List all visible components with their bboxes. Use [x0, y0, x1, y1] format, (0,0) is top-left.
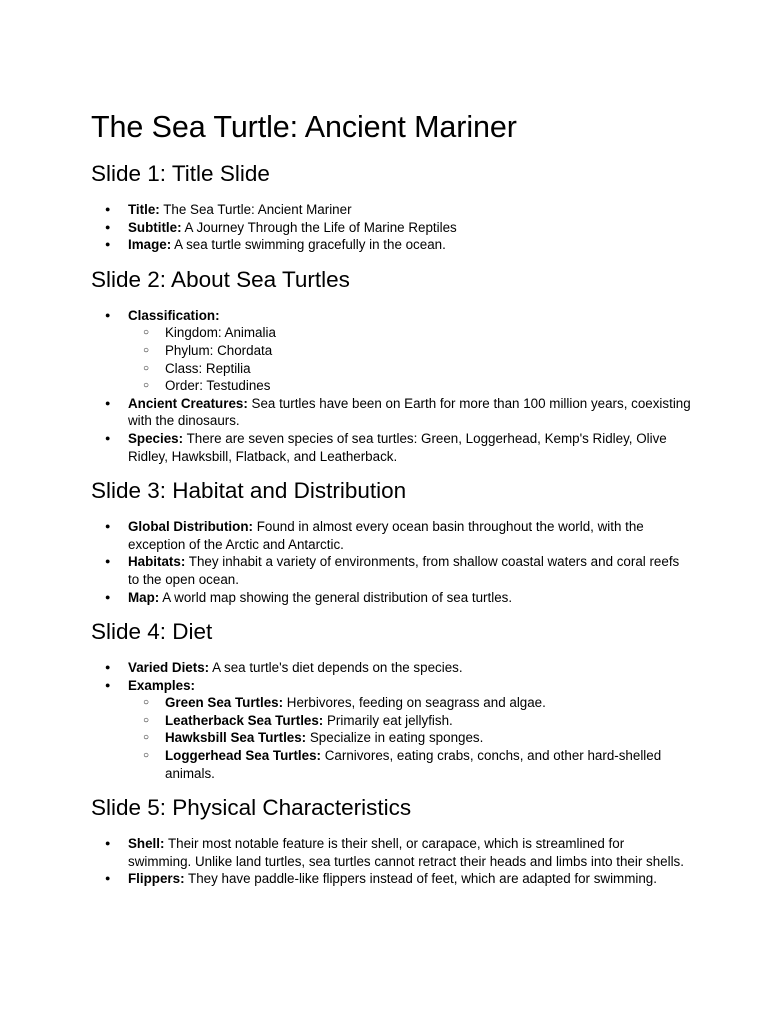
- bullet-list: [91, 307, 691, 465]
- item-label: Subtitle:: [128, 219, 182, 235]
- item-text: A sea turtle swimming gracefully in the ocean.: [171, 237, 446, 253]
- item-text: A world map showing the general distribution of sea turtles.: [159, 589, 513, 605]
- sub-bullet-item: [128, 342, 691, 360]
- item-label: Varied Diets:: [128, 660, 210, 676]
- bullet-list: [91, 518, 691, 606]
- item-text: Sea turtles have been on Earth for more than 100 million years, coexisting with the dinosaurs.: [128, 395, 691, 429]
- bullet-item: [91, 835, 691, 870]
- item-label: Leatherback Sea Turtles:: [165, 712, 324, 728]
- item-text: Specialize in eating sponges.: [306, 730, 484, 746]
- sub-bullet-list: [128, 694, 691, 782]
- item-label: Habitats:: [128, 554, 186, 570]
- sub-bullet-item: [128, 747, 691, 782]
- slide-heading: Slide 5: Physical Characteristics: [91, 795, 412, 821]
- slide-sections: [91, 160, 691, 888]
- slide-heading: Slide 4: Diet: [91, 619, 213, 645]
- slide-section-2: [91, 266, 691, 465]
- bullet-item: [91, 870, 691, 888]
- sub-bullet-item: [128, 324, 691, 342]
- item-text: Found in almost every ocean basin throughout the world, with the exception of the Arctic and Antarctic.: [128, 519, 644, 552]
- item-text: A sea turtle's diet depends on the species.: [209, 660, 463, 676]
- item-label: Title:: [128, 202, 160, 217]
- item-text: Carnivores, eating crabs, conchs, and other hard-shelled animals.: [165, 748, 662, 781]
- item-label: Hawksbill Sea Turtles:: [165, 730, 307, 746]
- sub-bullet-item: [128, 729, 691, 747]
- item-text: Class: Reptilia: [165, 360, 251, 376]
- item-label: Ancient Creatures:: [128, 395, 248, 411]
- item-text: Phylum: Chordata: [165, 342, 273, 358]
- item-text: The Sea Turtle: Ancient Mariner: [159, 202, 352, 217]
- bullet-item: [91, 201, 691, 219]
- slide-heading: Slide 2: About Sea Turtles: [91, 266, 350, 292]
- sub-bullet-item: [128, 377, 691, 395]
- document-page: [91, 108, 691, 900]
- sub-bullet-item: [128, 694, 691, 712]
- item-text: Herbivores, feeding on seagrass and algae.: [283, 695, 546, 711]
- bullet-list: [91, 201, 691, 254]
- slide-heading: Slide 1: Title Slide: [91, 161, 270, 186]
- bullet-item: [91, 307, 691, 395]
- item-label: Loggerhead Sea Turtles:: [165, 748, 322, 764]
- item-text: There are seven species of sea turtles: Green, Loggerhead, Kemp's Ridley, Olive Ridley, Hawksbill, Flatback, and Leatherback.: [128, 430, 667, 464]
- bullet-list: [91, 659, 691, 782]
- item-text: Kingdom: Animalia: [165, 325, 276, 341]
- bullet-list: [91, 835, 691, 888]
- item-label: Global Distribution:: [128, 519, 253, 535]
- slide-section-4: [91, 618, 691, 782]
- bullet-item: [91, 589, 691, 607]
- bullet-item: [91, 659, 691, 677]
- sub-bullet-item: [128, 712, 691, 730]
- item-text: Order: Testudines: [165, 378, 271, 394]
- item-text: Their most notable feature is their shell, or carapace, which is streamlined for swimming. Unlike land turtles, sea turtles cannot retract their heads and limbs into their shells.: [128, 836, 684, 869]
- item-text: A Journey Through the Life of Marine Reptiles: [181, 219, 457, 235]
- slide-section-3: [91, 477, 691, 606]
- bullet-item: [91, 395, 691, 430]
- item-label: Species:: [128, 430, 184, 446]
- sub-bullet-item: [128, 360, 691, 378]
- bullet-item: [91, 553, 691, 588]
- item-label: Classification:: [128, 307, 220, 323]
- bullet-item: [91, 236, 691, 254]
- bullet-item: [91, 677, 691, 783]
- slide-heading: Slide 3: Habitat and Distribution: [91, 478, 407, 504]
- item-text: Primarily eat jellyfish.: [323, 712, 453, 728]
- item-label: Shell:: [128, 836, 165, 852]
- item-text: They have paddle-like flippers instead of feet, which are adapted for swimming.: [184, 871, 657, 887]
- bullet-item: [91, 219, 691, 237]
- item-label: Green Sea Turtles:: [165, 695, 284, 711]
- bullet-item: [91, 518, 691, 553]
- bullet-item: [91, 430, 691, 465]
- document-title: The Sea Turtle: Ancient Mariner: [91, 110, 517, 144]
- item-label: Map:: [128, 589, 160, 605]
- sub-bullet-list: [128, 324, 691, 394]
- slide-section-1: [91, 160, 691, 254]
- item-label: Examples:: [128, 677, 195, 693]
- item-label: Flippers:: [128, 871, 185, 887]
- item-label: Image:: [128, 237, 172, 253]
- item-text: They inhabit a variety of environments, from shallow coastal waters and coral reefs to the open ocean.: [128, 554, 680, 587]
- slide-section-5: [91, 794, 691, 888]
